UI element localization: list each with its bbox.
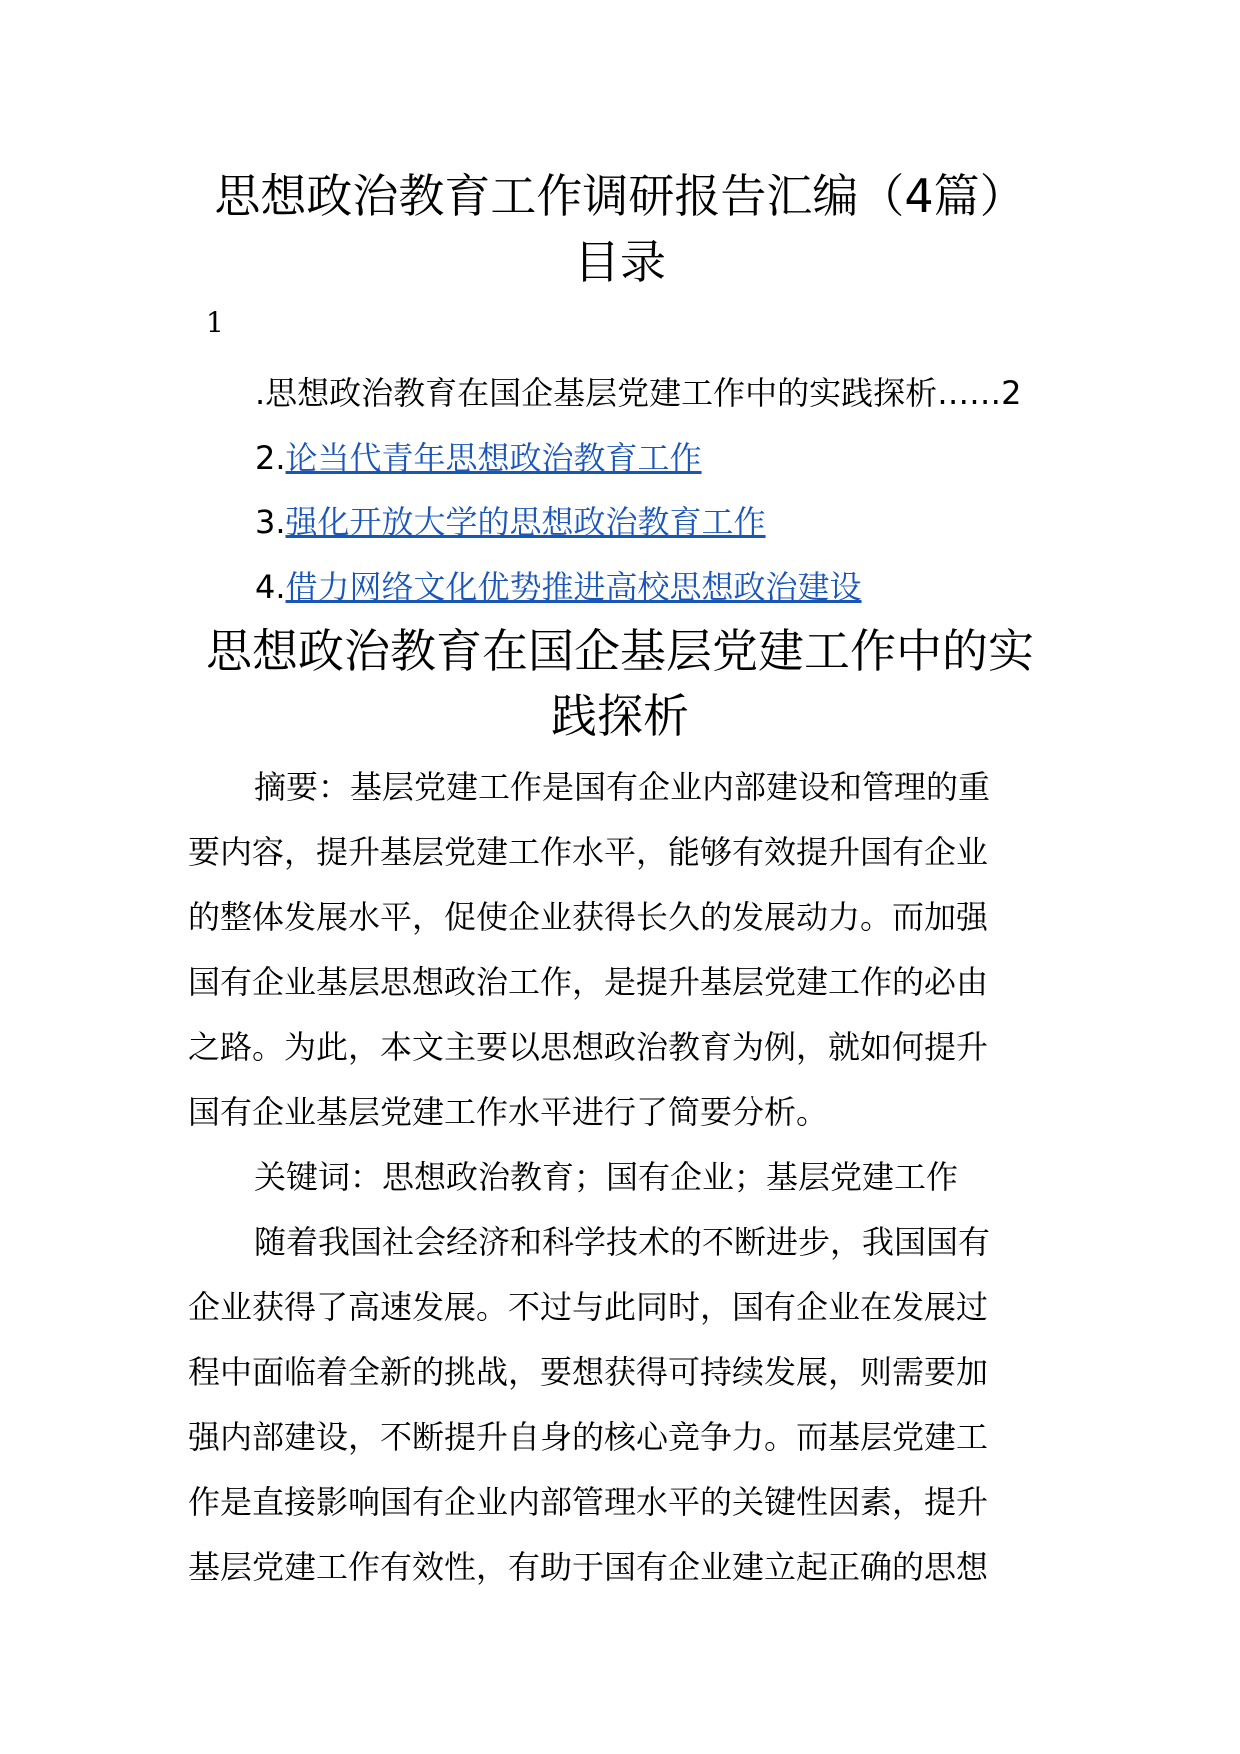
toc-link-3[interactable]: 强化开放大学的思想政治教育工作	[285, 503, 766, 541]
article-title-line2: 践探析	[551, 689, 689, 743]
intro-line: 作是直接影响国有企业内部管理水平的关键性因素，提升	[188, 1483, 989, 1521]
document-title: 思想政治教育工作调研报告汇编（4篇）	[214, 169, 1026, 223]
intro-line: 企业获得了高速发展。不过与此同时，国有企业在发展过	[188, 1288, 989, 1326]
intro-paragraph	[188, 1210, 1053, 1600]
abstract-line: 国有企业基层思想政治工作，是提升基层党建工作的必由	[188, 963, 989, 1001]
abstract-line: 的整体发展水平，促使企业获得长久的发展动力。而加强	[188, 898, 989, 936]
toc-heading: 目录	[574, 235, 666, 289]
article-title-line1: 思想政治教育在国企基层党建工作中的实	[206, 624, 1034, 678]
toc-item-2-number: 2.	[255, 439, 286, 477]
intro-line: 程中面临着全新的挑战，要想获得可持续发展，则需要加	[188, 1353, 989, 1391]
toc-link-2[interactable]: 论当代青年思想政治教育工作	[285, 439, 702, 477]
toc-item-1[interactable]	[255, 372, 1022, 414]
toc-item-3	[255, 501, 766, 543]
toc-item-4-number: 4.	[255, 568, 286, 606]
abstract-line: 之路。为此，本文主要以思想政治教育为例，就如何提升	[188, 1028, 989, 1066]
abstract-paragraph	[188, 755, 1053, 1145]
keywords-line: 关键词：思想政治教育；国有企业；基层党建工作	[254, 1158, 959, 1196]
page-number: 1	[206, 306, 224, 339]
toc-link-4[interactable]: 借力网络文化优势推进高校思想政治建设	[285, 568, 862, 606]
toc-item-3-number: 3.	[255, 503, 286, 541]
abstract-line: 摘要：基层党建工作是国有企业内部建设和管理的重	[254, 768, 991, 806]
intro-line: 强内部建设，不断提升自身的核心竞争力。而基层党建工	[188, 1418, 989, 1456]
abstract-line: 国有企业基层党建工作水平进行了简要分析。	[188, 1093, 829, 1131]
intro-line: 随着我国社会经济和科学技术的不断进步，我国国有	[254, 1223, 991, 1261]
intro-line: 基层党建工作有效性，有助于国有企业建立起正确的思想	[188, 1548, 989, 1586]
keywords-paragraph	[188, 1145, 1053, 1210]
toc-item-1-text: .思想政治教育在国企基层党建工作中的实践探析……2	[255, 374, 1022, 412]
abstract-line: 要内容，提升基层党建工作水平，能够有效提升国有企业	[188, 833, 989, 871]
toc-item-2	[255, 437, 702, 479]
toc-item-4	[255, 566, 862, 608]
